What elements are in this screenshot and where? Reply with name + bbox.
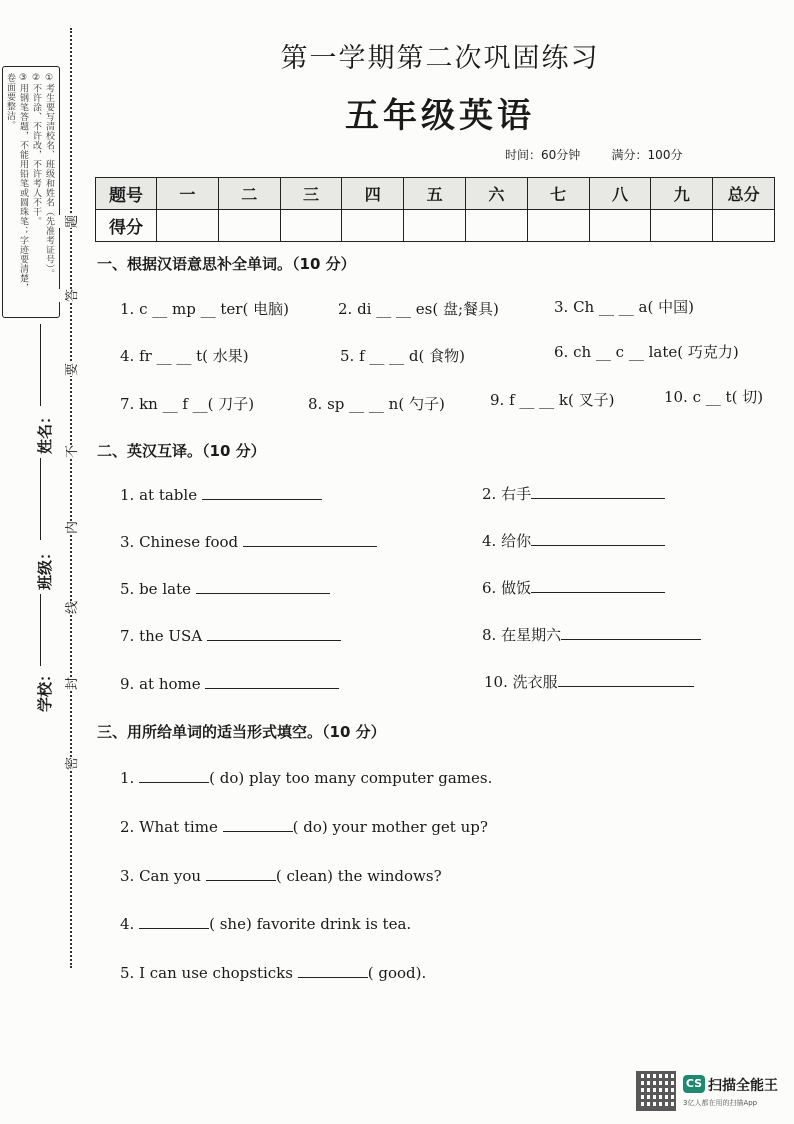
score-cell[interactable]: [589, 210, 651, 242]
s2-item-9: [120, 675, 339, 693]
score-cell[interactable]: [527, 210, 589, 242]
s1-item-3[interactable]: 3. Ch __ __ a( 中国): [554, 298, 694, 316]
score-table-score-row: [96, 210, 775, 242]
s2-item-8: [482, 624, 701, 645]
seal-char: 不: [59, 445, 82, 458]
s3-item-pre: 1.: [120, 769, 140, 787]
seal-char: 内: [59, 521, 82, 534]
score-cell[interactable]: [218, 210, 280, 242]
score-header-cell: 题号: [96, 178, 157, 210]
s3-item-pre: 5. I can use chopsticks: [120, 964, 298, 982]
score-header-cell: 七: [527, 178, 589, 210]
s3-item-post: ( do) your mother get up?: [292, 818, 488, 836]
s1-item-2[interactable]: 2. di __ __ es( 盘;餐具): [338, 300, 499, 318]
s3-item-post: ( do) play too many computer games.: [209, 769, 493, 787]
answer-blank[interactable]: [223, 831, 293, 832]
score-row-label: 得分: [96, 210, 157, 242]
answer-blank[interactable]: [531, 592, 665, 593]
s2-item-1: [120, 486, 322, 504]
class-field-line[interactable]: [40, 458, 41, 540]
scanner-app-name: 扫描全能王: [708, 1078, 778, 1094]
s3-item-pre: 3. Can you: [120, 867, 206, 885]
s2-item-text: 7. the USA: [120, 627, 203, 645]
s3-item-post: ( clean) the windows?: [275, 867, 442, 885]
s3-item-post: ( good).: [367, 964, 427, 982]
name-field-label: 姓名：: [36, 408, 54, 454]
answer-blank[interactable]: [205, 688, 339, 689]
s3-item-pre: 2. What time: [120, 818, 223, 836]
answer-blank[interactable]: [531, 545, 665, 546]
s2-item-6: [482, 577, 665, 598]
s3-item-post: ( she) favorite drink is tea.: [209, 915, 412, 933]
s2-item-4: [482, 530, 665, 551]
s2-item-7: [120, 627, 341, 645]
score-header-cell: 六: [465, 178, 527, 210]
s1-item-6[interactable]: 6. ch __ c __ late( 巧克力): [554, 343, 739, 361]
section2-heading: 二、英汉互译。（10 分）: [97, 442, 266, 460]
s3-item-4: [120, 915, 411, 933]
s2-item-text: 3. Chinese food: [120, 533, 239, 551]
answer-blank[interactable]: [206, 880, 276, 881]
exam-meta: [505, 146, 682, 163]
seal-dotted-line: [70, 28, 72, 968]
school-field-line[interactable]: [40, 594, 41, 666]
s3-item-5: [120, 964, 426, 982]
s3-item-2: [120, 818, 488, 836]
school-field-label: 学校：: [36, 666, 54, 712]
s3-item-1: [120, 769, 492, 787]
score-cell[interactable]: [280, 210, 342, 242]
score-table-header-row: [96, 178, 775, 210]
name-field-line[interactable]: [40, 324, 41, 406]
s1-item-9[interactable]: 9. f __ __ k( 叉子): [490, 391, 615, 409]
camscanner-logo-icon: CS: [683, 1075, 705, 1093]
s3-item-3: [120, 867, 442, 885]
exam-title: 五年级英语: [345, 96, 535, 136]
answer-blank[interactable]: [139, 782, 209, 783]
s2-item-text: 1. at table: [120, 486, 198, 504]
s1-item-10[interactable]: 10. c __ t( 切): [664, 388, 764, 406]
answer-blank[interactable]: [298, 977, 368, 978]
notice-line: 卷面要整洁。: [5, 73, 15, 130]
score-header-cell: 总分: [713, 178, 775, 210]
section1-heading: 一、根据汉语意思补全单词。（10 分）: [97, 255, 356, 273]
s1-item-4[interactable]: 4. fr __ __ t( 水果): [120, 347, 249, 365]
s2-item-5: [120, 580, 330, 598]
score-table: [95, 177, 775, 242]
s2-item-10: [484, 671, 694, 692]
s2-item-3: [120, 533, 377, 551]
answer-blank[interactable]: [558, 686, 694, 687]
s2-item-text: 10. 洗衣服: [484, 673, 558, 691]
s2-item-text: 5. be late: [120, 580, 191, 598]
seal-char: 线: [59, 601, 82, 614]
s1-item-1[interactable]: 1. c __ mp __ ter( 电脑): [120, 300, 289, 318]
score-cell[interactable]: [713, 210, 775, 242]
score-header-cell: 四: [342, 178, 404, 210]
s1-item-8[interactable]: 8. sp __ __ n( 勺子): [308, 395, 445, 413]
s2-item-text: 9. at home: [120, 675, 201, 693]
score-header-cell: 八: [589, 178, 651, 210]
score-header-cell: 五: [404, 178, 466, 210]
full-score: 满分：100分: [611, 148, 683, 162]
answer-blank[interactable]: [561, 639, 701, 640]
score-header-cell: 三: [280, 178, 342, 210]
answer-blank[interactable]: [207, 640, 341, 641]
answer-blank[interactable]: [243, 546, 377, 547]
exam-subtitle: 第一学期第二次巩固练习: [280, 43, 600, 74]
answer-blank[interactable]: [196, 593, 330, 594]
score-cell[interactable]: [342, 210, 404, 242]
answer-blank[interactable]: [139, 928, 209, 929]
notice-line: ①考生要写清校名、班级和姓名（先准考证号）。: [44, 73, 54, 279]
s3-item-pre: 4.: [120, 915, 140, 933]
class-field-label: 班级：: [36, 544, 54, 590]
s2-item-text: 2. 右手: [482, 485, 532, 503]
score-header-cell: 一: [157, 178, 219, 210]
seal-char: 封: [59, 677, 82, 690]
score-cell[interactable]: [157, 210, 219, 242]
seal-char: 要: [59, 363, 82, 376]
s2-item-2: [482, 483, 665, 504]
seal-char: 密: [59, 757, 82, 770]
s2-item-text: 8. 在星期六: [482, 626, 562, 644]
score-header-cell: 二: [218, 178, 280, 210]
seal-char: 题: [59, 215, 82, 228]
score-header-cell: 九: [651, 178, 713, 210]
answer-blank[interactable]: [531, 498, 665, 499]
exam-notice-box: [2, 66, 60, 318]
notice-line: ②不许涂、不许改，不许考人不干。: [31, 73, 41, 226]
s1-item-5[interactable]: 5. f __ __ d( 食物): [340, 347, 466, 365]
seal-char: 答: [59, 289, 82, 302]
notice-line: ③用钢笔答题，不能用铅笔或圆珠笔；字迹要清楚，: [18, 73, 28, 293]
score-cell[interactable]: [404, 210, 466, 242]
section3-heading: 三、用所给单词的适当形式填空。（10 分）: [97, 723, 386, 741]
s1-item-7[interactable]: 7. kn __ f __( 刀子): [120, 395, 255, 413]
s2-item-text: 4. 给你: [482, 532, 532, 550]
s2-item-text: 6. 做饭: [482, 579, 532, 597]
score-cell[interactable]: [651, 210, 713, 242]
time-limit: 时间：60分钟: [505, 148, 581, 162]
scanner-app-tagline: 3亿人都在用的扫描App: [683, 1099, 758, 1107]
score-cell[interactable]: [465, 210, 527, 242]
answer-blank[interactable]: [202, 499, 322, 500]
qr-code-icon: [636, 1071, 676, 1111]
